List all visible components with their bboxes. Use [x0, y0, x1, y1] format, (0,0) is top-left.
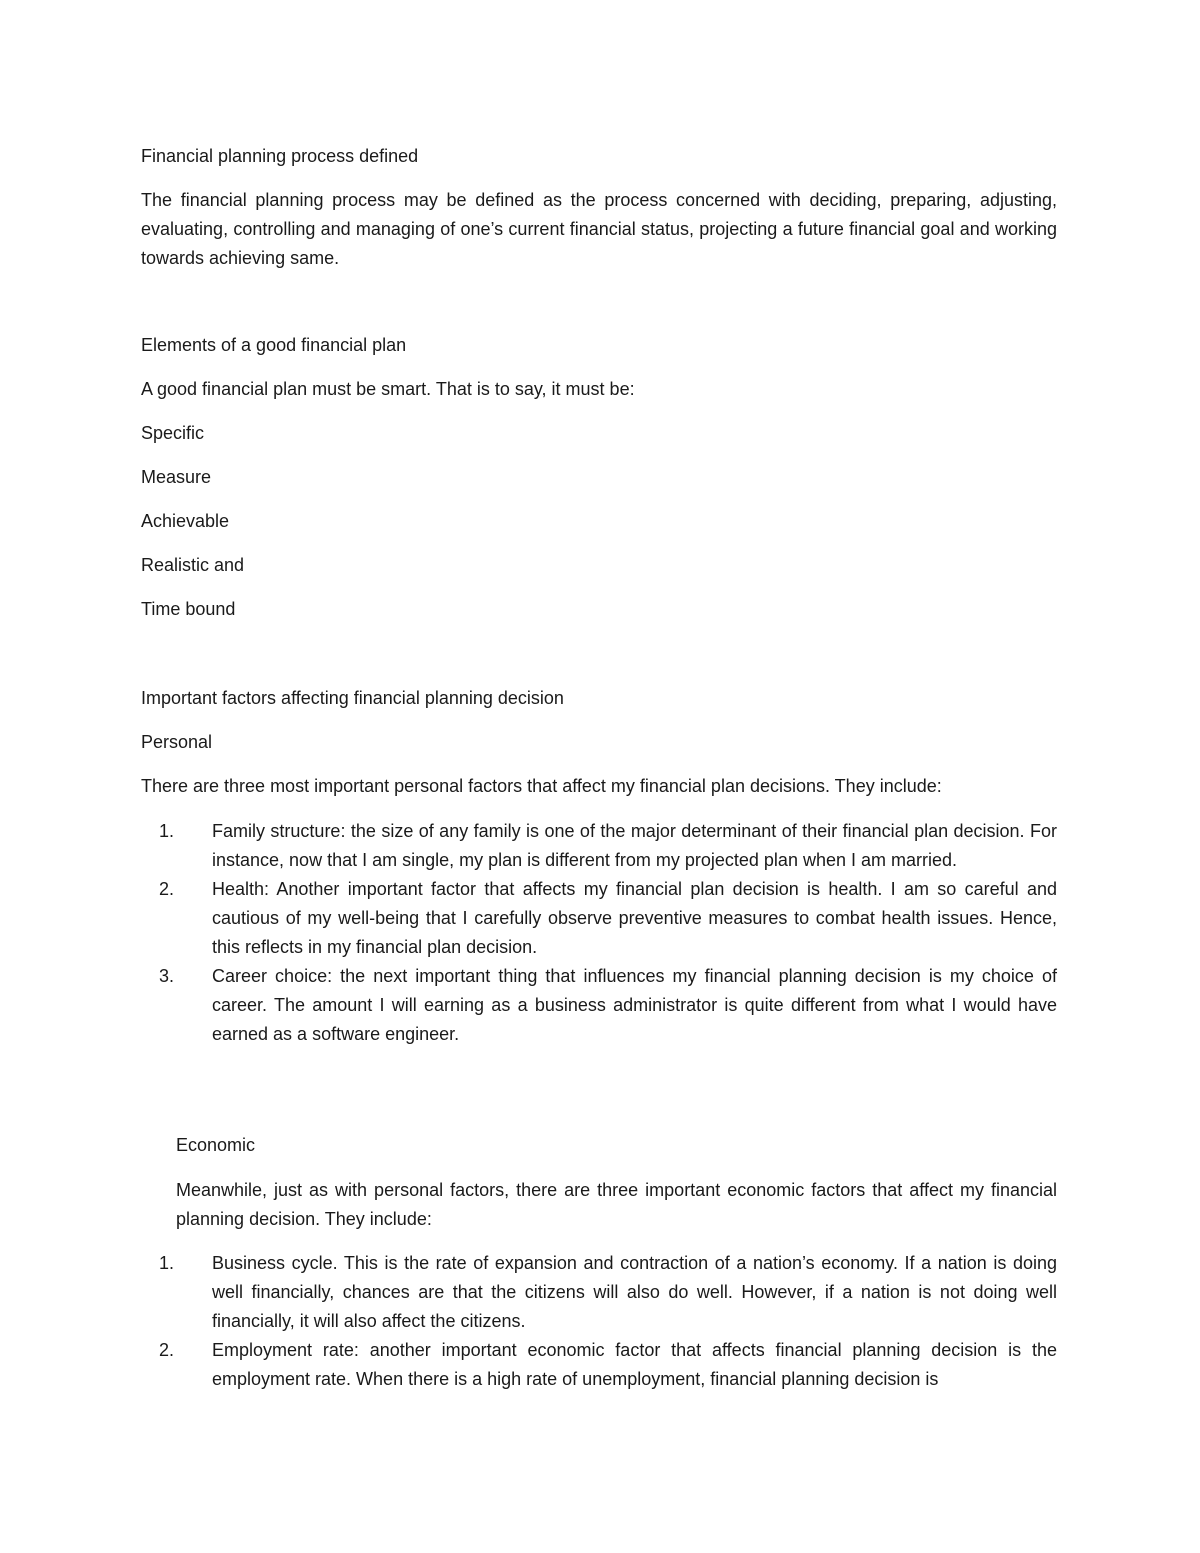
smart-item-realistic: Realistic and [141, 555, 245, 575]
subheading-personal: Personal [141, 732, 213, 752]
list-number: 3. [159, 966, 175, 986]
list-item-text: Employment rate: another important economic factor that affects financial planning decision is the employment rate. When there is a high rate of unemployment, financial planning decision is [212, 1340, 1057, 1389]
economic-factors-list [141, 1249, 1057, 1394]
list-number: 2. [159, 1340, 175, 1360]
paragraph-personal-intro: There are three most important personal factors that affect my financial plan decisions. They include: [141, 776, 942, 796]
paragraph-smart-intro: A good financial plan must be smart. That is to say, it must be: [141, 379, 635, 399]
list-item [141, 962, 1057, 1049]
smart-item-measure: Measure [141, 467, 212, 487]
smart-item-achievable: Achievable [141, 511, 230, 531]
section-heading-process-defined: Financial planning process defined [141, 146, 419, 166]
personal-factors-list [141, 817, 1057, 1049]
smart-item-time-bound: Time bound [141, 599, 236, 619]
paragraph-economic-intro: Meanwhile, just as with personal factors, there are three important economic factors that affect my financial planning decision. They include: [176, 1180, 1057, 1229]
list-item [141, 817, 1057, 875]
paragraph-process-definition: The financial planning process may be defined as the process concerned with deciding, preparing, adjusting, evaluating, controlling and managing of one’s current financial status, projecting a future financial goal and working towards achieving same. [141, 190, 1057, 268]
list-item [141, 1249, 1057, 1336]
section-heading-elements: Elements of a good financial plan [141, 335, 407, 355]
list-number: 1. [159, 821, 175, 841]
list-item-text: Business cycle. This is the rate of expansion and contraction of a nation’s economy. If a nation is doing well financially, chances are that the citizens will also do well. However, if a nation is not doing well financially, it will also affect the citizens. [212, 1253, 1057, 1331]
list-number: 1. [159, 1253, 175, 1273]
list-item [141, 1336, 1057, 1394]
section-heading-factors: Important factors affecting financial planning decision [141, 688, 564, 708]
list-item [141, 875, 1057, 962]
list-item-text: Family structure: the size of any family is one of the major determinant of their financial plan decision. For instance, now that I am single, my plan is different from my projected plan when I am married. [212, 821, 1057, 870]
list-number: 2. [159, 879, 175, 899]
list-item-text: Health: Another important factor that affects my financial plan decision is health. I am so careful and cautious of my well-being that I carefully observe preventive measures to combat health issues. Hence, this reflects in my financial plan decision. [212, 879, 1057, 957]
smart-item-specific: Specific [141, 423, 205, 443]
list-item-text: Career choice: the next important thing that influences my financial planning decision is my choice of career. The amount I will earning as a business administrator is quite different from what I would have earned as a software engineer. [212, 966, 1057, 1044]
subheading-economic: Economic [176, 1135, 256, 1155]
